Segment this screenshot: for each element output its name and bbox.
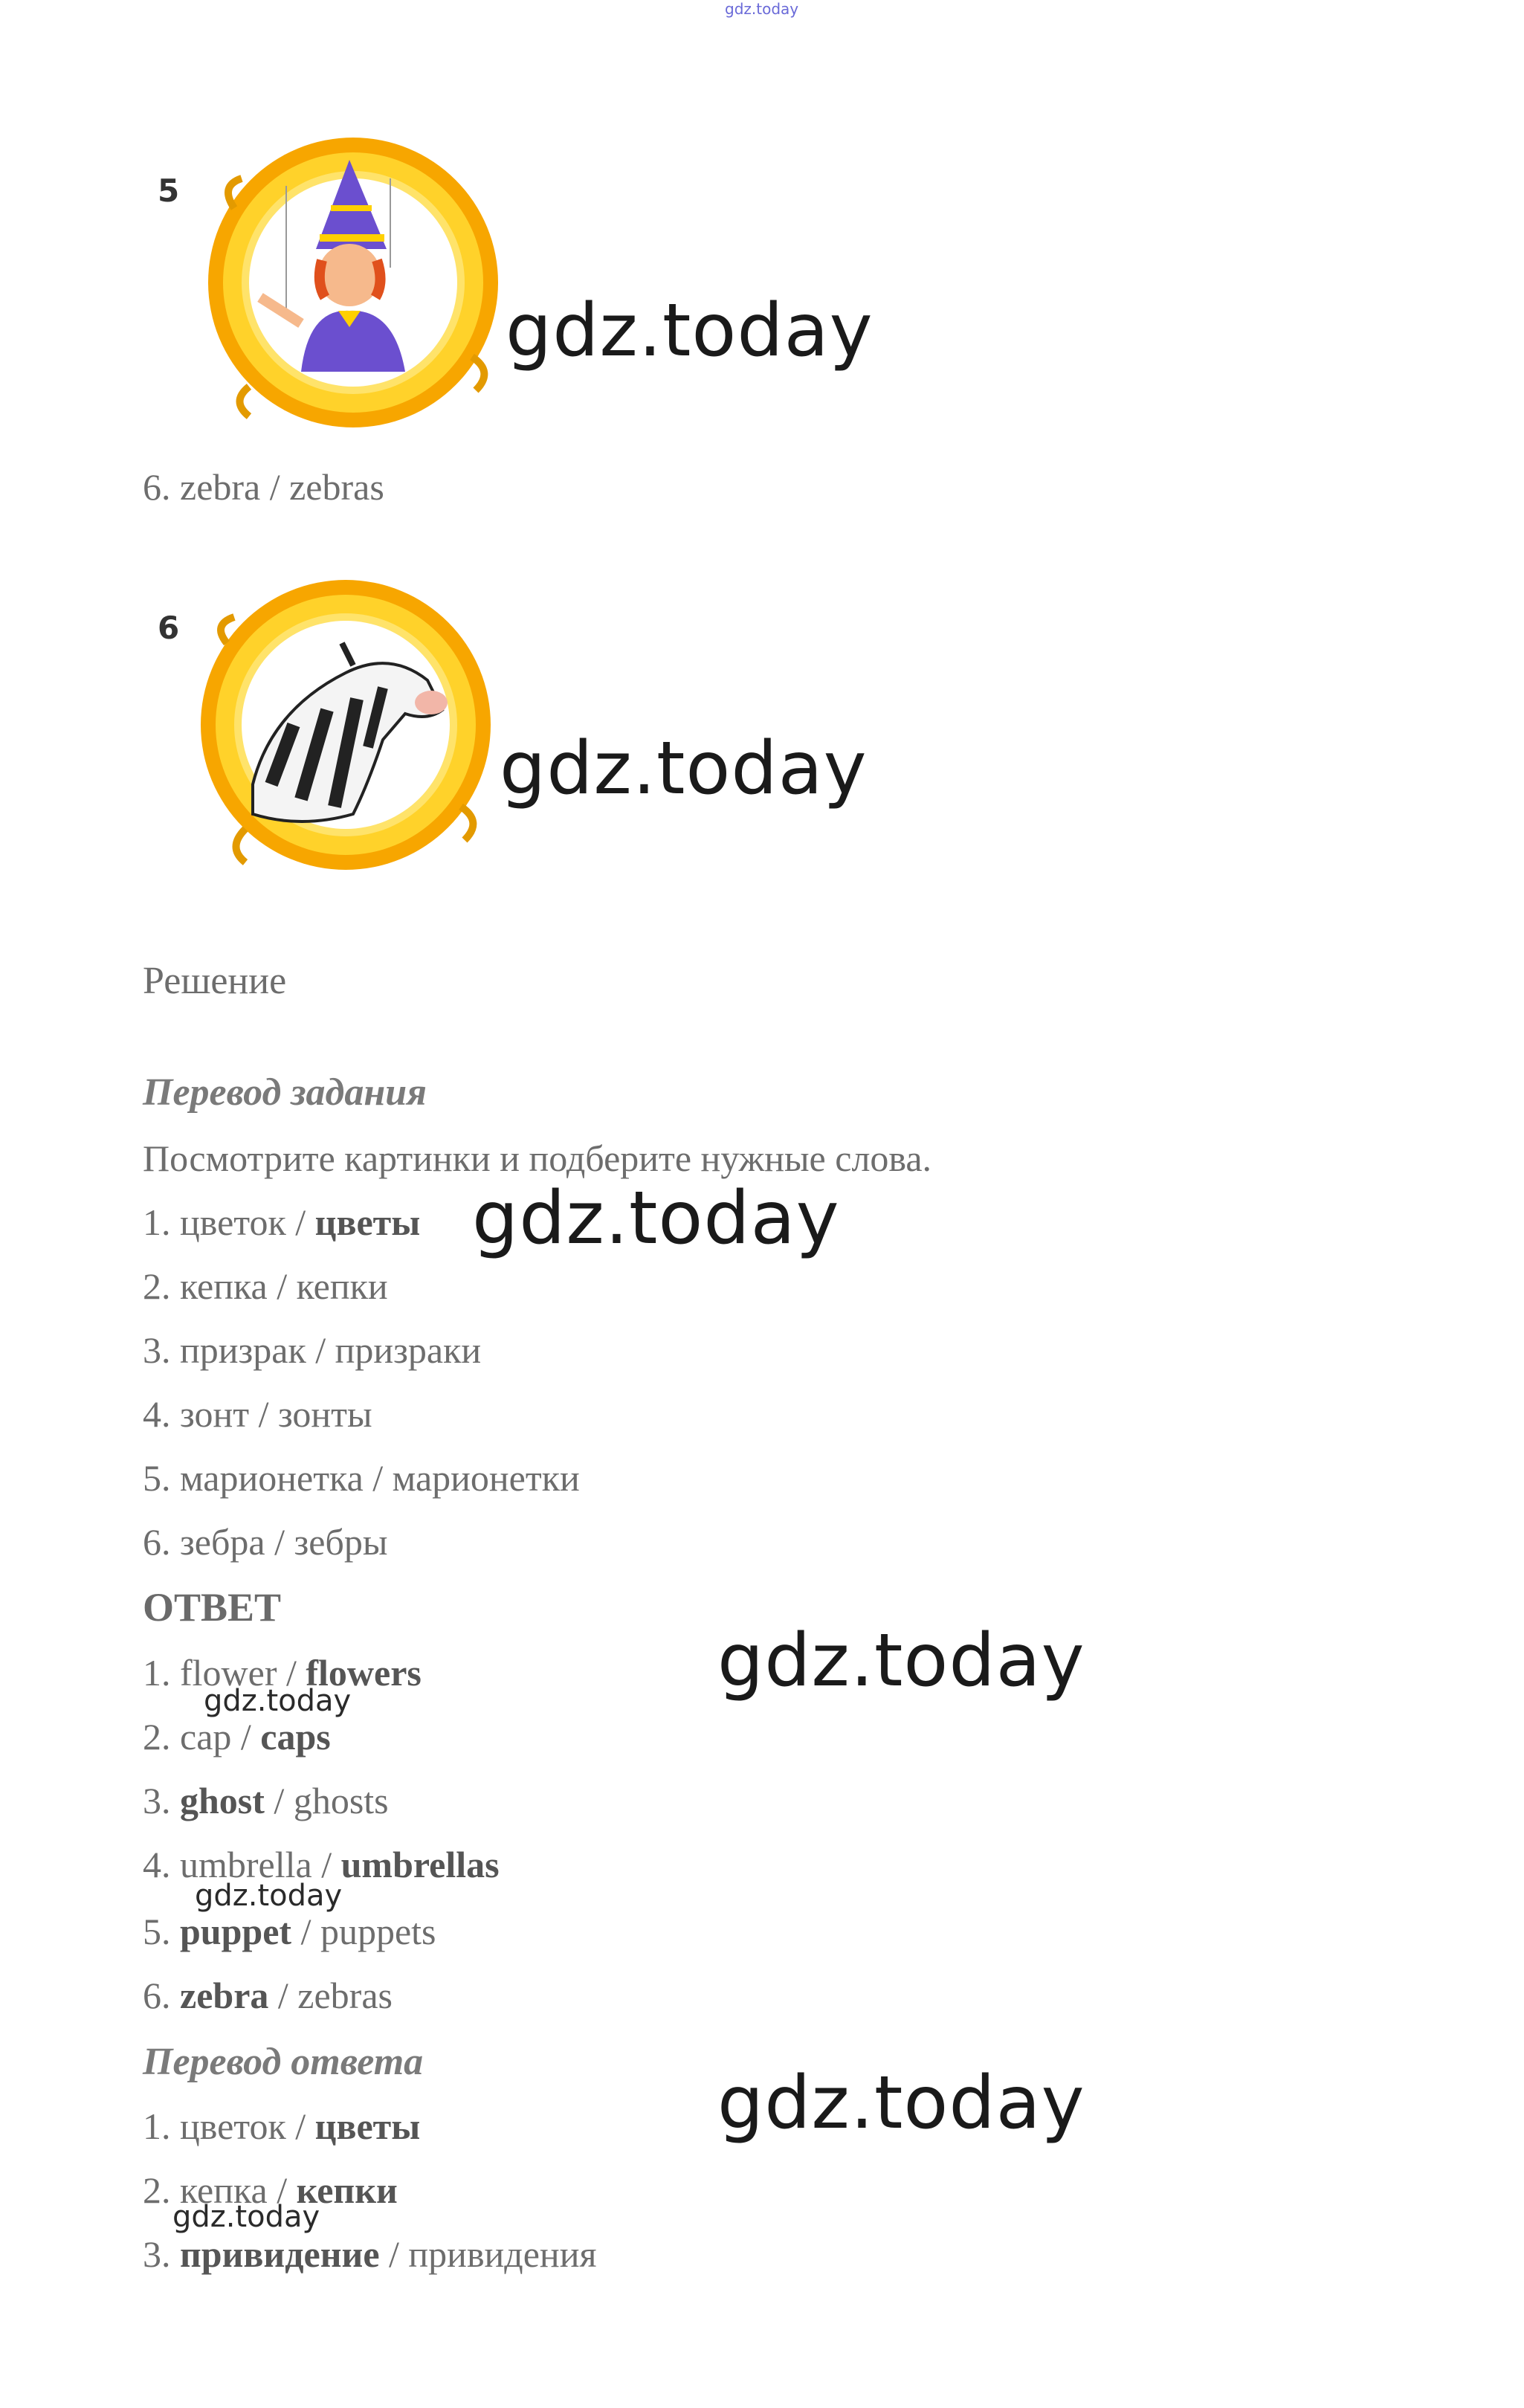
answer-item-2 bbox=[143, 1714, 331, 1759]
item-text: flower / bbox=[180, 1652, 306, 1694]
task-item-4 bbox=[143, 1392, 372, 1436]
item-number: 4. bbox=[143, 1393, 171, 1435]
item-bold: zebra bbox=[180, 1975, 269, 2016]
picture-number-5: 5 bbox=[158, 172, 180, 209]
picture-number-6: 6 bbox=[158, 610, 180, 646]
line-zebra-top bbox=[143, 465, 384, 509]
item-number: 3. bbox=[143, 1329, 171, 1371]
item-text: цветок / bbox=[180, 1201, 315, 1243]
answer-translation-heading: Перевод ответа bbox=[143, 2041, 424, 2083]
item-bold: привидение bbox=[180, 2233, 380, 2275]
item-number: 3. bbox=[143, 2233, 171, 2275]
item-text: цветок / bbox=[180, 2105, 315, 2147]
item-number: 2. bbox=[143, 2169, 171, 2211]
watermark-2: gdz.today bbox=[717, 1618, 1085, 1703]
item-number: 1. bbox=[143, 2105, 171, 2147]
watermark-1: gdz.today bbox=[472, 1176, 840, 1261]
item-bold: flowers bbox=[306, 1652, 422, 1694]
item-number: 3. bbox=[143, 1780, 171, 1821]
answer-item-5 bbox=[143, 1909, 436, 1954]
item-bold: caps bbox=[260, 1716, 331, 1757]
answer-item-3 bbox=[143, 1778, 389, 1823]
line-text: zebra / zebras bbox=[180, 466, 384, 508]
item-text-after: / zebras bbox=[268, 1975, 393, 2016]
item-number: 4. bbox=[143, 1844, 171, 1885]
item-text: cap / bbox=[180, 1716, 261, 1757]
item-text: зонт / зонты bbox=[180, 1393, 372, 1435]
solution-label: Решение bbox=[143, 960, 287, 1002]
watermark-picture-6: gdz.today bbox=[500, 726, 868, 811]
task-translation-heading: Перевод задания bbox=[143, 1071, 427, 1114]
item-text: кепка / кепки bbox=[180, 1265, 388, 1307]
task-item-6 bbox=[143, 1520, 387, 1564]
item-text: зебра / зебры bbox=[180, 1521, 388, 1563]
watermark-small-2: gdz.today bbox=[195, 1879, 343, 1913]
task-item-2 bbox=[143, 1264, 388, 1308]
item-number: 1. bbox=[143, 1652, 171, 1694]
task-item-1 bbox=[143, 1200, 420, 1245]
line-number: 6. bbox=[143, 466, 171, 508]
item-number: 2. bbox=[143, 1716, 171, 1757]
item-number: 2. bbox=[143, 1265, 171, 1307]
item-text: кепка / bbox=[180, 2169, 297, 2211]
watermark-small-1: gdz.today bbox=[204, 1684, 352, 1718]
watermark-top: gdz.today bbox=[725, 0, 799, 18]
answer-translation-item-1 bbox=[143, 2104, 420, 2149]
watermark-3: gdz.today bbox=[717, 2061, 1085, 2146]
item-bold: цветы bbox=[314, 2105, 421, 2147]
item-bold: puppet bbox=[180, 1911, 292, 1952]
item-text: марионетка / марионетки bbox=[180, 1457, 580, 1499]
item-number: 6. bbox=[143, 1975, 171, 2016]
watermark-small-3: gdz.today bbox=[172, 2200, 320, 2234]
item-number: 5. bbox=[143, 1911, 171, 1952]
item-text-after: / puppets bbox=[291, 1911, 436, 1952]
item-bold: кепки bbox=[296, 2169, 398, 2211]
item-text-after: / привидения bbox=[379, 2233, 597, 2275]
answer-translation-item-3 bbox=[143, 2232, 596, 2276]
item-bold: umbrellas bbox=[340, 1844, 500, 1885]
item-number: 6. bbox=[143, 1521, 171, 1563]
item-bold: цветы bbox=[314, 1201, 421, 1243]
item-text: umbrella / bbox=[180, 1844, 341, 1885]
answer-heading: ОТВЕТ bbox=[143, 1585, 282, 1630]
item-text: призрак / призраки bbox=[180, 1329, 482, 1371]
task-item-5 bbox=[143, 1456, 580, 1500]
watermark-picture-5: gdz.today bbox=[506, 288, 874, 373]
item-number: 5. bbox=[143, 1457, 171, 1499]
task-item-3 bbox=[143, 1328, 481, 1372]
zebra-illustration bbox=[182, 561, 513, 888]
task-instruction: Посмотрите картинки и подберите нужные слова. bbox=[143, 1137, 932, 1179]
item-bold: ghost bbox=[180, 1780, 265, 1821]
item-text-after: / ghosts bbox=[264, 1780, 389, 1821]
puppet-illustration bbox=[190, 119, 524, 446]
item-number: 1. bbox=[143, 1201, 171, 1243]
answer-item-6 bbox=[143, 1973, 393, 2018]
